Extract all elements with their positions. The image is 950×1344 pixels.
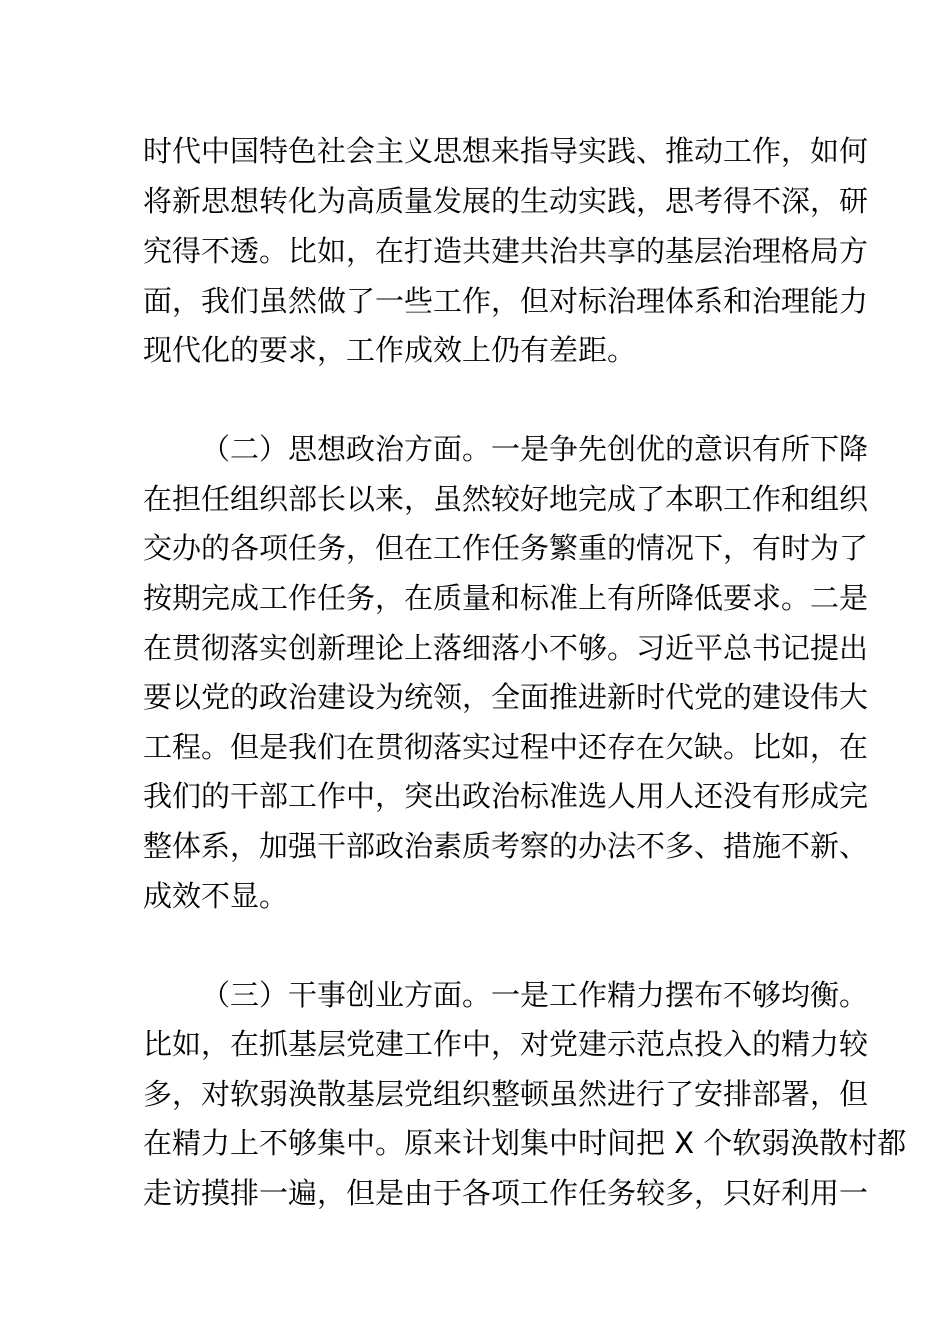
text-line: 在精力上不够集中。原来计划集中时间把 X 个软弱涣散村都 bbox=[143, 1126, 907, 1160]
text-line: 比如，在抓基层党建工作中，对党建示范点投入的精力较 bbox=[143, 1027, 869, 1061]
text-line: 交办的各项任务，但在工作任务繁重的情况下，有时为了 bbox=[143, 531, 869, 565]
text-line: 在贯彻落实创新理论上落细落小不够。习近平总书记提出 bbox=[143, 631, 869, 665]
text-line: 成效不显。 bbox=[143, 879, 289, 913]
text-line: 究得不透。比如，在打造共建共治共享的基层治理格局方 bbox=[143, 234, 869, 268]
text-line: 整体系，加强干部政治素质考察的办法不多、措施不新、 bbox=[143, 829, 869, 863]
text-line: 按期完成工作任务，在质量和标准上有所降低要求。二是 bbox=[143, 581, 869, 615]
text-line: 现代化的要求，工作成效上仍有差距。 bbox=[143, 333, 637, 367]
text-line: 面，我们虽然做了一些工作，但对标治理体系和治理能力 bbox=[143, 284, 869, 318]
text-line: 时代中国特色社会主义思想来指导实践、推动工作，如何 bbox=[143, 134, 869, 168]
text-line: 在担任组织部长以来，虽然较好地完成了本职工作和组织 bbox=[143, 482, 869, 516]
text-line: 走访摸排一遍，但是由于各项工作任务较多，只好利用一 bbox=[143, 1176, 869, 1210]
text-line: （二）思想政治方面。一是争先创优的意识有所下降 bbox=[201, 432, 869, 466]
text-line: （三）干事创业方面。一是工作精力摆布不够均衡。 bbox=[201, 978, 869, 1012]
text-line: 多，对软弱涣散基层党组织整顿虽然进行了安排部署，但 bbox=[143, 1077, 869, 1111]
text-line: 将新思想转化为高质量发展的生动实践，思考得不深，研 bbox=[143, 184, 869, 218]
text-line: 工程。但是我们在贯彻落实过程中还存在欠缺。比如，在 bbox=[143, 730, 869, 764]
text-line: 要以党的政治建设为统领，全面推进新时代党的建设伟大 bbox=[143, 680, 869, 714]
text-line: 我们的干部工作中，突出政治标准选人用人还没有形成完 bbox=[143, 779, 869, 813]
